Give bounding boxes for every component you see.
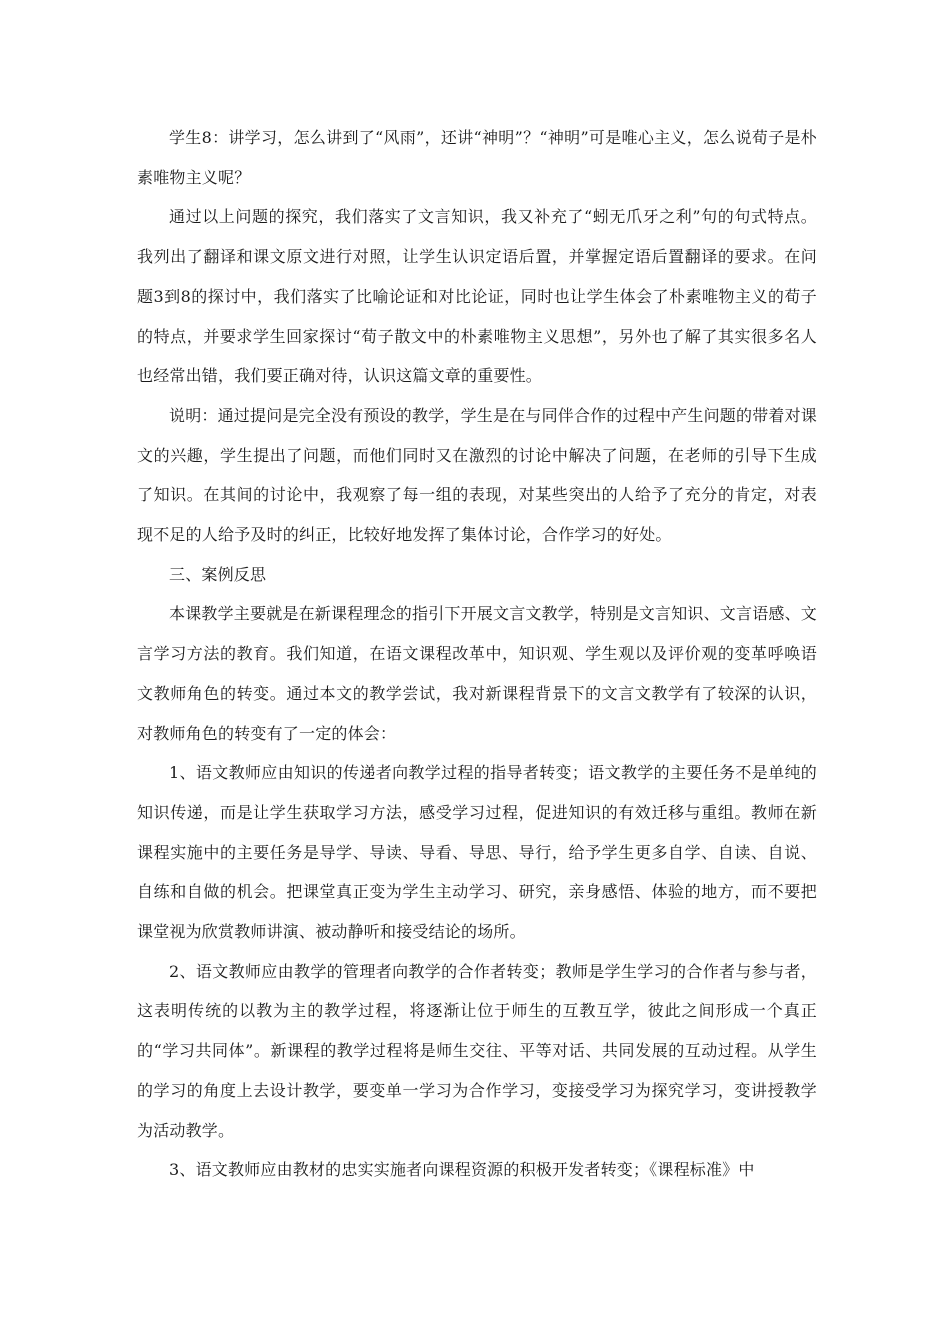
paragraph-reflection-intro: 本课教学主要就是在新课程理念的指引下开展文言文教学，特别是文言知识、文言语感、文言学习方法的教育。我们知道，在语文课程改革中，知识观、学生观以及评价观的变革呼唤语文教师角色的转变。通过本文的教学尝试，我对新课程背景下的文言文教学有了较深的认识，对教师角色的转变有了一定的体会： <box>137 604 818 743</box>
paragraph-inquiry-summary: 通过以上问题的探究，我们落实了文言知识，我又补充了“蚓无爪牙之利”句的句式特点。我列出了翻译和课文原文进行对照，让学生认识定语后置，并掌握定语后置翻译的要求。在问题3到8的探讨中，我们落实了比喻论证和对比论证，同时也让学生体会了朴素唯物主义的荀子的特点，并要求学生回家探讨“荀子散文中的朴素唯物主义思想”，另外也了解了其实很多名人也经常出错，我们要正确对待，认识这篇文章的重要性。 <box>137 207 817 386</box>
paragraph-student-8-question: 学生8：讲学习，怎么讲到了“风雨”，还讲“神明”？“神明”可是唯心主义，怎么说荀子是朴素唯物主义呢？ <box>137 128 817 187</box>
paragraph-explanation: 说明：通过提问是完全没有预设的教学，学生是在与同伴合作的过程中产生问题的带着对课文的兴趣，学生提出了问题，而他们同时又在激烈的讨论中解决了问题，在老师的引导下生成了知识。在其间的讨论中，我观察了每一组的表现，对某些突出的人给予了充分的肯定，对表现不足的人给予及时的纠正，比较好地发挥了集体讨论，合作学习的好处。 <box>137 405 818 545</box>
paragraph-point-1: 1、语文教师应由知识的传递者向教学过程的指导者转变；语文教学的主要任务不是单纯的知识传递，而是让学生获取学习方法，感受学习过程，促进知识的有效迁移与重组。教师在新课程实施中的主要任务是导学、导读、导看、导思、导行，给予学生更多自学、自读、自说、自练和自做的机会。把课堂真正变为学生主动学习、研究，亲身感悟、体验的地方，而不要把课堂视为欣赏教师讲演、被动静听和接受结论的场所。 <box>137 763 817 942</box>
paragraph-point-3: 3、语文教师应由教材的忠实实施者向课程资源的积极开发者转变；《课程标准》中 <box>169 1160 755 1180</box>
document-body <box>137 118 817 1190</box>
paragraph-point-2: 2、语文教师应由教学的管理者向教学的合作者转变；教师是学生学习的合作者与参与者，这表明传统的以教为主的教学过程，将逐渐让位于师生的互教互学，彼此之间形成一个真正的“学习共同体”。新课程的教学过程将是师生交往、平等对话、共同发展的互动过程。从学生的学习的角度上去设计教学，要变单一学习为合作学习，变接受学习为探究学习，变讲授教学为活动教学。 <box>137 961 817 1140</box>
section-heading-case-reflection: 三、案例反思 <box>169 564 267 584</box>
